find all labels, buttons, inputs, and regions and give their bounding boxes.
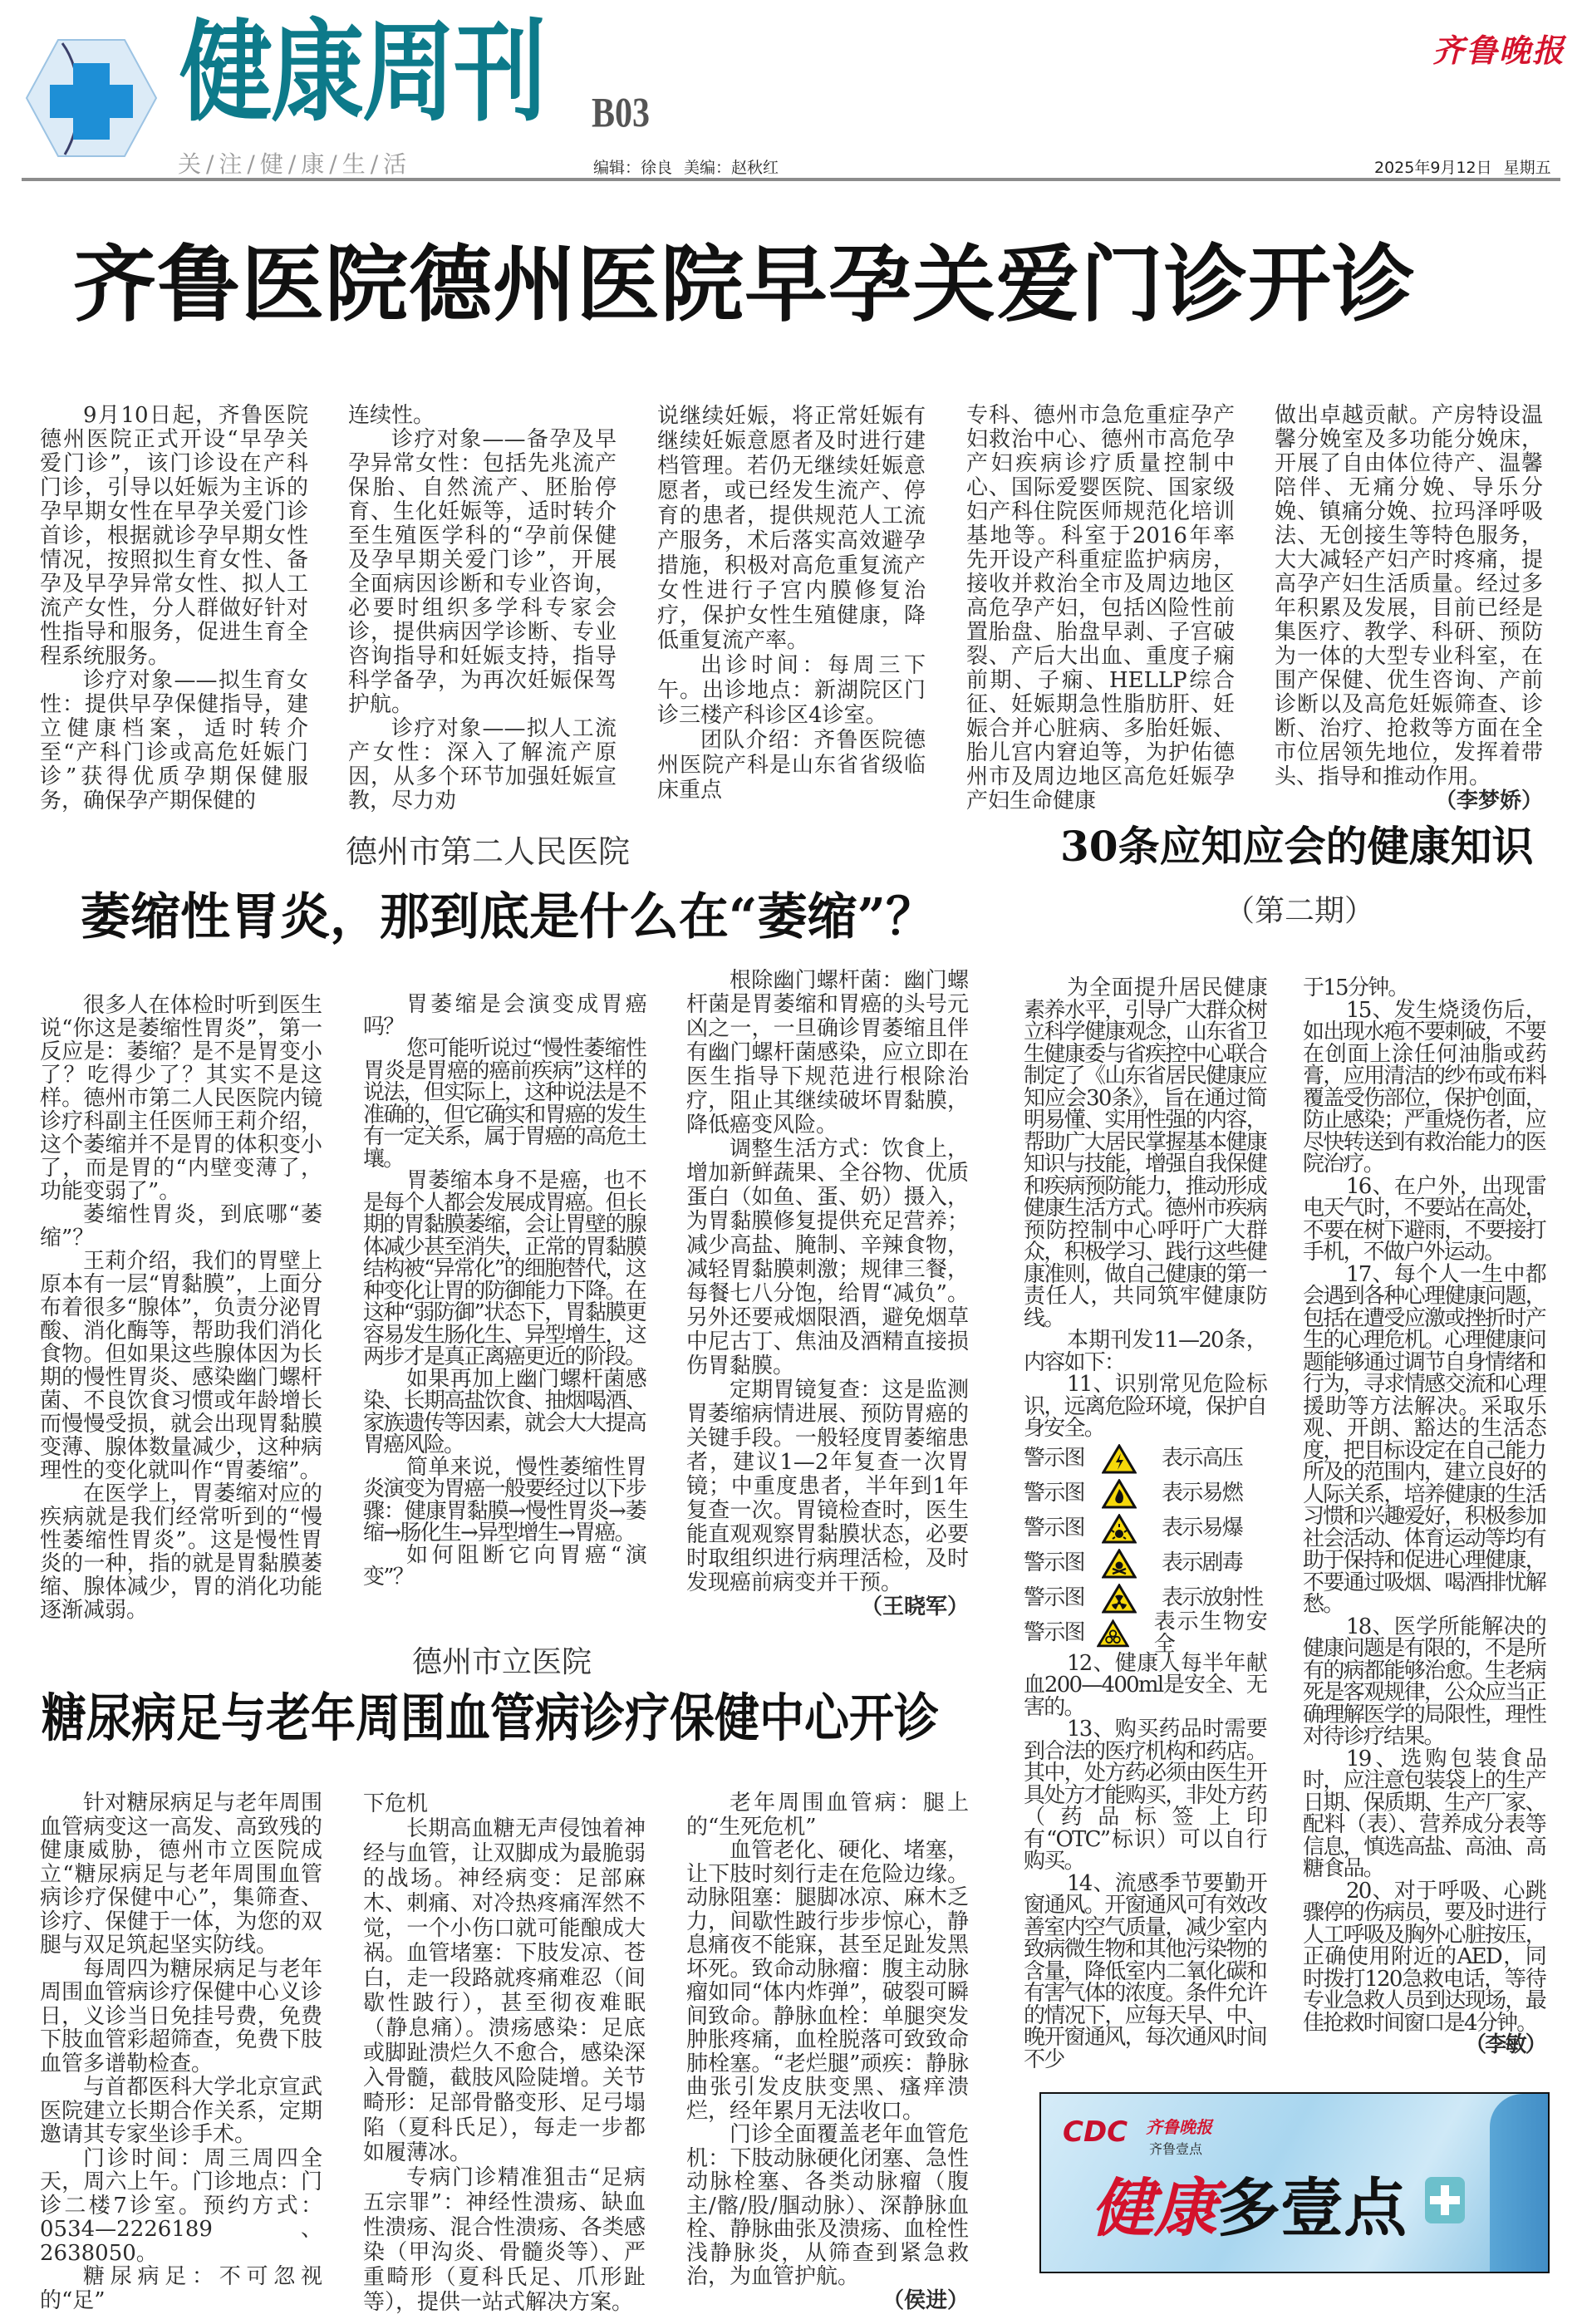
high-voltage-warning-icon	[1102, 1444, 1137, 1474]
paragraph: 如何阻断它向胃癌“演变”？	[363, 1542, 646, 1589]
paragraph: 在医学上，胃萎缩对应的疾病就是我们经常听到的“慢性萎缩性胃炎”。这是慢性胃炎的一种，指的就是胃黏膜萎缩、腺体减少，胃的消化功能逐渐减弱。	[40, 1481, 322, 1623]
paragraph: 与首都医科大学北京宣武医院建立长期合作关系，定期邀请其专家坐诊手术。	[40, 2075, 322, 2147]
cdc-logo: CDC	[1063, 2115, 1128, 2149]
warning-sign-list	[1024, 1442, 1266, 1657]
warning-sign-label: 警示图	[1024, 1585, 1084, 1611]
designer-name: 美编：赵秋红	[684, 159, 779, 177]
article1-column-3	[657, 404, 926, 803]
editor-name: 编辑：徐良	[593, 159, 673, 177]
article1-column-2	[348, 404, 617, 813]
paragraph: 团队介绍：齐鲁医院德州医院产科是山东省省级临床重点	[657, 728, 926, 803]
warning-sign-label: 警示图	[1024, 1516, 1084, 1541]
paragraph: 诊疗对象——备孕及早孕异常女性：包括先兆流产保胎、自然流产、胚胎停育、生化妊娠等，适时转介至生殖医学科的“孕前保健及孕早期关爱门诊”，开展全面病因诊断和专业咨询，必要时组织多学科专家会诊，提供病因学诊断、专业咨询指导和妊娠支持，指导科学备孕，为再次妊娠保驾护航。	[348, 427, 617, 717]
paragraph: 诊疗对象——拟生育女性：提供早孕保健指导，建立健康档案，适时转介至“产科门诊或高危妊娠门诊”获得优质孕期保健服务，确保孕产期保健的	[40, 668, 308, 813]
paragraph: 20、对于呼吸、心跳骤停的伤病员，要及时进行人工呼吸及胸外心脏按压，正确使用附近的AED，同时拨打120急救电话，等待专业急救人员到达现场，最佳抢救时间窗口是4分钟。	[1303, 1878, 1545, 2036]
warning-sign-item	[1024, 1442, 1266, 1476]
flammable-warning-icon	[1102, 1479, 1137, 1509]
qilu-yidian-logo: 齐鲁壹点	[1149, 2141, 1203, 2157]
paragraph: 调整生活方式：饮食上，增加新鲜蔬果、全谷物、优质蛋白（如鱼、蛋、奶）摄入，为胃黏膜修复提供充足营养；减少高盐、腌制、辛辣食物，减轻胃黏膜刺激；规律三餐，每餐七八分饱，给胃“减负”。另外还要戒烟限酒，避免烟草中尼古丁、焦油及酒精直接损伤胃黏膜。	[686, 1137, 969, 1378]
article1-headline: 齐鲁医院德州医院早孕关爱门诊开诊	[73, 235, 1416, 333]
paragraph: 老年周围血管病：腿上的“生死危机”	[686, 1791, 969, 1840]
qilu-evening-news-logo: 齐鲁晚报	[1146, 2117, 1212, 2137]
article3-kicker: 德州市立医院	[412, 1645, 592, 1679]
article2-column-2	[363, 994, 646, 1589]
paragraph: 诊疗对象——拟人工流产女性：深入了解流产原因，从多个环节加强妊娠宣教，尽力劝	[348, 716, 617, 813]
tips-column-1	[1024, 977, 1266, 2071]
editor-credits	[593, 155, 790, 178]
article3-byline: （侯进）	[882, 2287, 969, 2313]
page-number: B03	[592, 91, 651, 137]
article2-column-3	[686, 969, 969, 1619]
paragraph: 糖尿病足：不可忽视的“足”	[40, 2264, 322, 2313]
warning-sign-label: 警示图	[1024, 1550, 1084, 1576]
paragraph: 9月10日起，齐鲁医院德州医院正式开设“早孕关爱门诊”，该门诊设在产科门诊，引导以妊娠为主诉的孕早期女性在早孕关爱门诊首诊，根据就诊孕早期女性情况，按照拟生育女性、备孕及早孕异常女性、拟人工流产女性，分人群做好针对性指导和服务，促进生育全程系统服务。	[40, 403, 308, 669]
paragraph: 13、购买药品时需要到合法的医疗机构和药店。其中，处方药必须由医生开具处方才能购买，非处方药（药品标签上印有“OTC”标识）可以自行购买。	[1024, 1717, 1266, 1874]
tips-issue-number: （第二期）	[1225, 894, 1375, 928]
issue-date: 2025年9月12日	[1374, 159, 1492, 177]
article2-kicker: 德州市第二人民医院	[346, 833, 631, 870]
article2-headline: 萎缩性胃炎，那到底是什么在“萎缩”？	[81, 888, 936, 946]
medical-cross-icon	[1425, 2177, 1465, 2223]
paragraph: 17、每个人一生中都会遇到各种心理健康问题，包括在遭受应激或挫折时产生的心理危机。心理健康问题能够通过调节自身情绪和行为，寻求情感交流和心理援助等方法解决。采取乐观、开朗、豁达的生活态度，把目标设定在自己能力所及的范围内，建立良好的人际关系，培养健康的生活习惯和兴趣爱好，积极参加社会活动、体育运动等均有助于保持和促进心理健康，不要通过吸烟、喝酒排忧解愁。	[1303, 1261, 1545, 1617]
paragraph: 出诊时间：每周三下午。出诊地点：新湖院区门诊三楼产科诊区4诊室。	[657, 653, 926, 728]
health-banner-ad[interactable]	[1039, 2092, 1550, 2273]
paragraph: 很多人在体检时听到医生说“你这是萎缩性胃炎”，第一反应是：萎缩？是不是胃变小了？吃得少了？其实不是这样。德州市第二人民医院内镜诊疗科副主任医师王莉介绍，这个萎缩并不是胃的体积变小了，而是胃的“内壁变薄了，功能变弱了”。	[40, 993, 322, 1204]
paragraph: 下危机	[363, 1791, 429, 1816]
article2-column-1	[40, 994, 322, 1622]
paragraph: 您可能听说过“慢性萎缩性胃炎是胃癌的癌前疾病”这样的说法，但实际上，这种说法是不准确的，但它确实和胃癌的发生有一定关系，属于胃癌的高危土壤。	[363, 1036, 646, 1172]
paragraph: 胃萎缩本身不是癌，也不是每个人都会发展成胃癌。但长期的胃黏膜萎缩，会让胃壁的腺体减少甚至消失，正常的胃黏膜结构被“异常化”的细胞替代，这种变化让胃的防御能力下降。在这种“弱防御”状态下，胃黏膜更容易发生肠化生、异型增生，这两步才是真正离癌更近的阶段。	[363, 1168, 646, 1369]
paragraph: 于15分钟。	[1303, 975, 1408, 1000]
warning-sign-meaning: 表示易燃	[1162, 1481, 1243, 1506]
paragraph: 专病门诊精准狙击“足病五宗罪”：神经性溃疡、缺血性溃疡、混合性溃疡、各类感染（甲沟炎、骨髓炎等）、严重畸形（夏科氏足、爪形趾等），提供一站式解决方案。	[363, 2165, 646, 2315]
section-slogan: 关/注/健/康/生/活	[178, 150, 412, 178]
paragraph: 血管老化、硬化、堵塞，让下肢时刻行走在危险边缘。动脉阻塞：腿脚冰凉、麻木乏力，间歇性跛行步步惊心，静息痛夜不能寐，甚至足趾发黑坏死。致命动脉瘤：腹主动脉瘤如同“体内炸弹”，破裂可瞬间致命。静脉血栓：单腿突发肿胀疼痛，血栓脱落可致致命肺栓塞。“老烂腿”顽疾：静脉曲张引发皮肤变黑、瘙痒溃烂，经年累月无法收口。	[686, 1838, 969, 2124]
warning-sign-label: 警示图	[1024, 1481, 1084, 1506]
paragraph: 长期高血糖无声侵蚀着神经与血管，让双脚成为最脆弱的战场。神经病变：足部麻木、刺痛、对冷热疼痛浑然不觉，一个小伤口就可能酿成大祸。血管堵塞：下肢发凉、苍白，走一段路就疼痛难忍（间歇性跛行），甚至彻夜难眠（静息痛）。溃疡感染：足底或脚趾溃烂久不愈合，感染深入骨髓，截肢风险陡增。关节畸形：足部骨骼变形、足弓塌陷（夏科氏足），每走一步都如履薄冰。	[363, 1816, 646, 2165]
toxic-warning-icon	[1102, 1549, 1137, 1579]
article3-column-1	[40, 1791, 322, 2312]
newspaper-logo: 齐鲁晚报	[1432, 32, 1566, 69]
radiation-warning-icon	[1102, 1584, 1137, 1614]
article3-column-3	[686, 1791, 969, 2312]
paragraph: 做出卓越贡献。产房特设温馨分娩室及多功能分娩床，开展了自由体位待产、温馨陪伴、无痛分娩、导乐分娩、镇痛分娩、拉玛泽呼吸法、无创接生等特色服务，大大减轻产妇产时疼痛，提高孕产妇生活质量。经过多年积累及发展，目前已经是集医疗、教学、科研、预防为一体的大型专业科室，在围产保健、优生咨询、产前诊断以及高危妊娠筛查、诊断、治疗、抢救等方面在全市位居领先地位，发挥着带头、指导和推动作用。	[1275, 403, 1543, 789]
warning-sign-meaning: 表示放射性	[1162, 1585, 1263, 1611]
paragraph: 门诊全面覆盖老年血管危机：下肢动脉硬化闭塞、急性动脉栓塞、各类动脉瘤（腹主/髂/股/腘动脉）、深静脉血栓、静脉曲张及溃疡、血栓性浅静脉炎，从筛查到紧急救治，为血管护航。	[686, 2122, 969, 2289]
paragraph: 如果再加上幽门螺杆菌感染、长期高盐饮食、抽烟喝酒、家族遗传等因素，就会大大提高胃癌风险。	[363, 1366, 646, 1457]
paragraph: 12、健康人每半年献血200—400ml是安全、无害的。	[1024, 1650, 1266, 1720]
paragraph: 萎缩性胃炎，到底哪“萎缩”？	[40, 1202, 322, 1250]
warning-sign-meaning: 表示剧毒	[1162, 1550, 1243, 1576]
paragraph: 定期胃镜复查：这是监测胃萎缩病情进展、预防胃癌的关键手段。一般轻度胃萎缩患者，建议1—2年复查一次胃镜；中重度患者，半年到1年复查一次。胃镜检查时，医生能直观观察胃黏膜状态，必要时取组织进行病理活检，及时发现癌前病变并干预。	[686, 1378, 969, 1595]
section-masthead: 健康周刊	[179, 8, 545, 137]
warning-sign-item	[1024, 1511, 1266, 1546]
paragraph: 15、发生烧烫伤后，如出现水疱不要刺破，不要在创面上涂任何油脂或药膏，应用清洁的纱布或布料覆盖受伤部位，保护创面，防止感染；严重烧伤者，应尽快转送到有救治能力的医院治疗。	[1303, 997, 1545, 1177]
warning-sign-meaning: 表示易爆	[1162, 1516, 1243, 1541]
warning-sign-item	[1024, 1546, 1266, 1581]
article3-column-2	[363, 1791, 646, 2315]
header-divider	[22, 178, 1560, 181]
biohazard-warning-icon	[1097, 1619, 1129, 1648]
paragraph: 胃萎缩是会演变成胃癌吗？	[363, 992, 646, 1039]
doctor-illustration	[1490, 2094, 1550, 2272]
article1-column-4	[966, 404, 1235, 813]
warning-sign-meaning: 表示高压	[1162, 1446, 1243, 1472]
warning-sign-item	[1024, 1609, 1266, 1657]
article3-headline: 糖尿病足与老年周围血管病诊疗保健中心开诊	[42, 1687, 939, 1748]
paragraph: 每周四为糖尿病足与老年周围血管病诊疗保健中心义诊日，义诊当日免挂号费，免费下肢血管彩超筛查，免费下肢血管多谱勒检查。	[40, 1956, 322, 2076]
tips-items-12-14	[1024, 1650, 1266, 2072]
health-cross-logo-icon	[25, 38, 158, 158]
issue-weekday: 星期五	[1503, 159, 1551, 177]
paragraph: 连续性。	[348, 403, 435, 428]
dateline	[1363, 155, 1551, 178]
warning-sign-item	[1024, 1476, 1266, 1511]
paragraph: 本期刊发11—20条，内容如下：	[1024, 1328, 1266, 1375]
warning-sign-label: 警示图	[1024, 1620, 1084, 1646]
paragraph: 14、流感季节要勤开窗通风。开窗通风可有效改善室内空气质量，减少室内致病微生物和其他污染物的含量，降低室内二氧化碳和有害气体的浓度。条件允许的情况下，应每天早、中、晚开窗通风，每次通风时间不少	[1024, 1870, 1266, 2072]
article1-column-5	[1275, 404, 1543, 813]
paragraph: 专科、德州市急危重症孕产妇救治中心、德州市高危孕产妇疾病诊疗质量控制中心、国际爱婴医院、国家级妇产科住院医师规范化培训基地等。科室于2016年率先开设产科重症监护病房，接收并救治全市及周边地区高危孕产妇，包括凶险性前置胎盘、胎盘早剥、子宫破裂、产后大出血、重度子痫前期、子痫、HELLP综合征、妊娠期急性脂肪肝、妊娠合并心脏病、多胎妊娠、胎儿宫内窘迫等，为护佑德州市及周边地区高危妊娠孕产妇生命健康	[966, 403, 1235, 813]
paragraph: 说继续妊娠，将正常妊娠有继续妊娠意愿者及时进行建档管理。若仍无继续妊娠意愿者，或已经发生流产、停育的患者，提供规范人工流产服务，术后落实高效避孕措施，积极对高危重复流产女性进行子宫内膜修复治疗，保护女性生殖健康，降低重复流产率。	[657, 404, 926, 653]
paragraph: 门诊时间：周三周四全天，周六上午。门诊地点：门诊二楼7诊室。预约方式：0534—2226189、2638050。	[40, 2145, 322, 2266]
paragraph: 为全面提升居民健康素养水平，引导广大群众树立科学健康观念，山东省卫生健康委与省疾控中心联合制定了《山东省居民健康应知应会30条》，旨在通过简明易懂、实用性强的内容，帮助广大居民掌握基本健康知识与技能，增强自我保健和疾病预防能力，推动形成健康生活方式。德州市疾病预防控制中心呼吁广大群众，积极学习、践行这些健康准则，做自己健康的第一责任人，共同筑牢健康防线。	[1024, 975, 1266, 1331]
paragraph: 王莉介绍，我们的胃壁上原本有一层“胃黏膜”，上面分布着很多“腺体”，负责分泌胃酸、消化酶等，帮助我们消化食物。但如果这些腺体因为长期的慢性胃炎、感染幽门螺杆菌、不良饮食习惯或年龄增长而慢慢受损，就会出现胃黏膜变薄、腺体数量减少，这种病理性的变化就叫作“胃萎缩”。	[40, 1249, 322, 1483]
paragraph: 根除幽门螺杆菌：幽门螺杆菌是胃萎缩和胃癌的头号元凶之一，一旦确诊胃萎缩且伴有幽门螺杆菌感染，应立即在医生指导下规范进行根除治疗，阻止其继续破坏胃黏膜，降低癌变风险。	[686, 968, 969, 1137]
article1-byline: （李梦娇）	[1434, 789, 1543, 813]
paragraph: 18、医学所能解决的健康问题是有限的，不是所有的病都能够治愈。生老病死是客观规律，公众应当正确理解医学的局限性，理性对待诊疗结果。	[1303, 1614, 1545, 1749]
paragraph: 16、在户外，出现雷电天气时，不要站在高处，不要在树下避雨，不要接打手机，不做户外运动。	[1303, 1173, 1545, 1265]
tips-headline: 30条应知应会的健康知识	[1060, 822, 1534, 871]
tips-column-2	[1303, 977, 1545, 2056]
article1-column-1	[40, 404, 308, 813]
tips-byline: （李敏）	[1464, 2032, 1545, 2057]
paragraph: 针对糖尿病足与老年周围血管病变这一高发、高致残的健康威胁，德州市立医院成立“糖尿病足与老年周围血管病诊疗保健中心”，集筛查、诊疗、保健于一体，为您的双腿与双足筑起坚实防线。	[40, 1791, 322, 1958]
tips-intro	[1024, 977, 1266, 1440]
explosive-warning-icon	[1102, 1514, 1137, 1544]
banner-slogan: 健康多壹点	[1091, 2171, 1407, 2245]
article2-byline: （王晓军）	[860, 1594, 969, 1619]
warning-sign-meaning: 表示生物安全	[1153, 1609, 1266, 1657]
paragraph: 简单来说，慢性萎缩性胃炎演变为胃癌一般要经过以下步骤：健康胃黏膜→慢性胃炎→萎缩→肠化生→异型增生→胃癌。	[363, 1454, 646, 1545]
paragraph: 11、识别常见危险标识，远离危险环境，保护自身安全。	[1024, 1372, 1266, 1441]
warning-sign-label: 警示图	[1024, 1446, 1084, 1472]
paragraph: 19、选购包装食品时，应注意包装袋上的生产日期、保质期、生产厂家、配料（表）、营养成分表等信息，慎选高盐、高油、高糖食品。	[1303, 1746, 1545, 1881]
